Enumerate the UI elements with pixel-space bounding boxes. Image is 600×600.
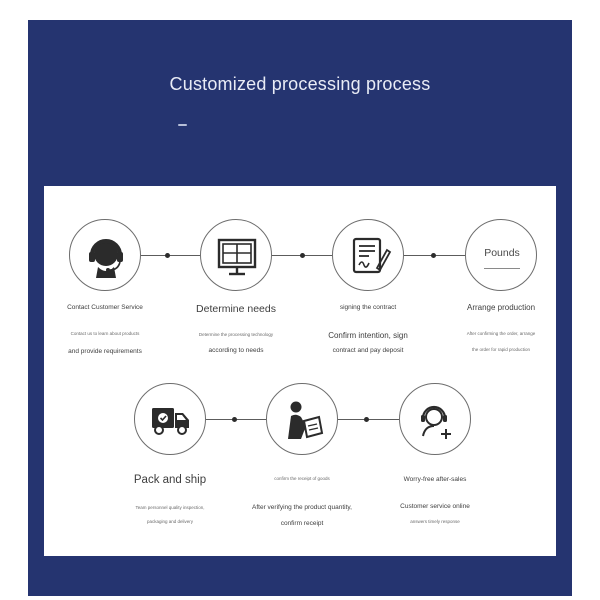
step-3-circle	[332, 219, 404, 291]
step-7-desc-line-1: Customer service online	[400, 503, 470, 510]
step-1-desc-line-2: and provide requirements	[68, 348, 142, 355]
step-3-name: signing the contract	[339, 304, 397, 311]
connector-dot-6-7	[364, 417, 369, 422]
step-1-desc-line-1: Contact us to learn about products	[70, 331, 140, 336]
step-4-name: Arrange production	[466, 303, 536, 312]
pounds-underline	[484, 268, 520, 269]
page-title: Customized processing process	[169, 74, 431, 94]
step-2-circle	[200, 219, 272, 291]
step-5-desc-line-2: packaging and delivery	[146, 519, 194, 524]
connector-dot-5-6	[232, 417, 237, 422]
connector-dot-3-4	[431, 253, 436, 258]
step-2-name: Determine needs	[196, 303, 276, 315]
step-1-circle	[69, 219, 141, 291]
step-5-name: Pack and ship	[133, 474, 207, 486]
step-5-circle	[134, 383, 206, 455]
step-2-desc-line-1: Determine the processing technology	[198, 332, 274, 337]
step-7-name: Worry-free after-sales	[403, 476, 467, 483]
step-5-desc-line-1: Team personnel quality inspection,	[135, 505, 205, 510]
headset-icon	[70, 220, 142, 292]
person-with-document-icon	[267, 384, 339, 456]
title-decoration	[178, 124, 187, 126]
pounds-label: Pounds	[484, 247, 520, 259]
monitor-icon	[201, 220, 273, 292]
step-3-desc-line-1: Confirm intention, sign	[328, 331, 408, 340]
step-4-desc-line-1: After confirming the order, arrange	[466, 331, 536, 336]
step-6-desc-line-1: After verifying the product quantity,	[252, 504, 352, 511]
step-3-desc-line-2: contract and pay deposit	[332, 347, 404, 354]
process-card	[44, 186, 556, 556]
step-4-circle	[465, 219, 537, 291]
connector-dot-2-3	[300, 253, 305, 258]
step-2-desc-line-2: according to needs	[208, 347, 264, 354]
connector-dot-1-2	[165, 253, 170, 258]
step-1-name: Contact Customer Service	[67, 304, 143, 311]
delivery-truck-icon	[135, 384, 207, 456]
step-7-circle	[399, 383, 471, 455]
step-4-desc-line-2: the order for rapid production	[471, 347, 531, 352]
connector-1-2	[141, 255, 200, 256]
customer-support-icon	[400, 384, 472, 456]
step-6-desc-line-2: confirm receipt	[280, 520, 324, 527]
contract-signature-icon	[333, 220, 405, 292]
step-7-desc-line-2: answers timely response	[410, 519, 460, 524]
step-6-name: confirm the receipt of goods	[274, 476, 330, 481]
step-6-circle	[266, 383, 338, 455]
